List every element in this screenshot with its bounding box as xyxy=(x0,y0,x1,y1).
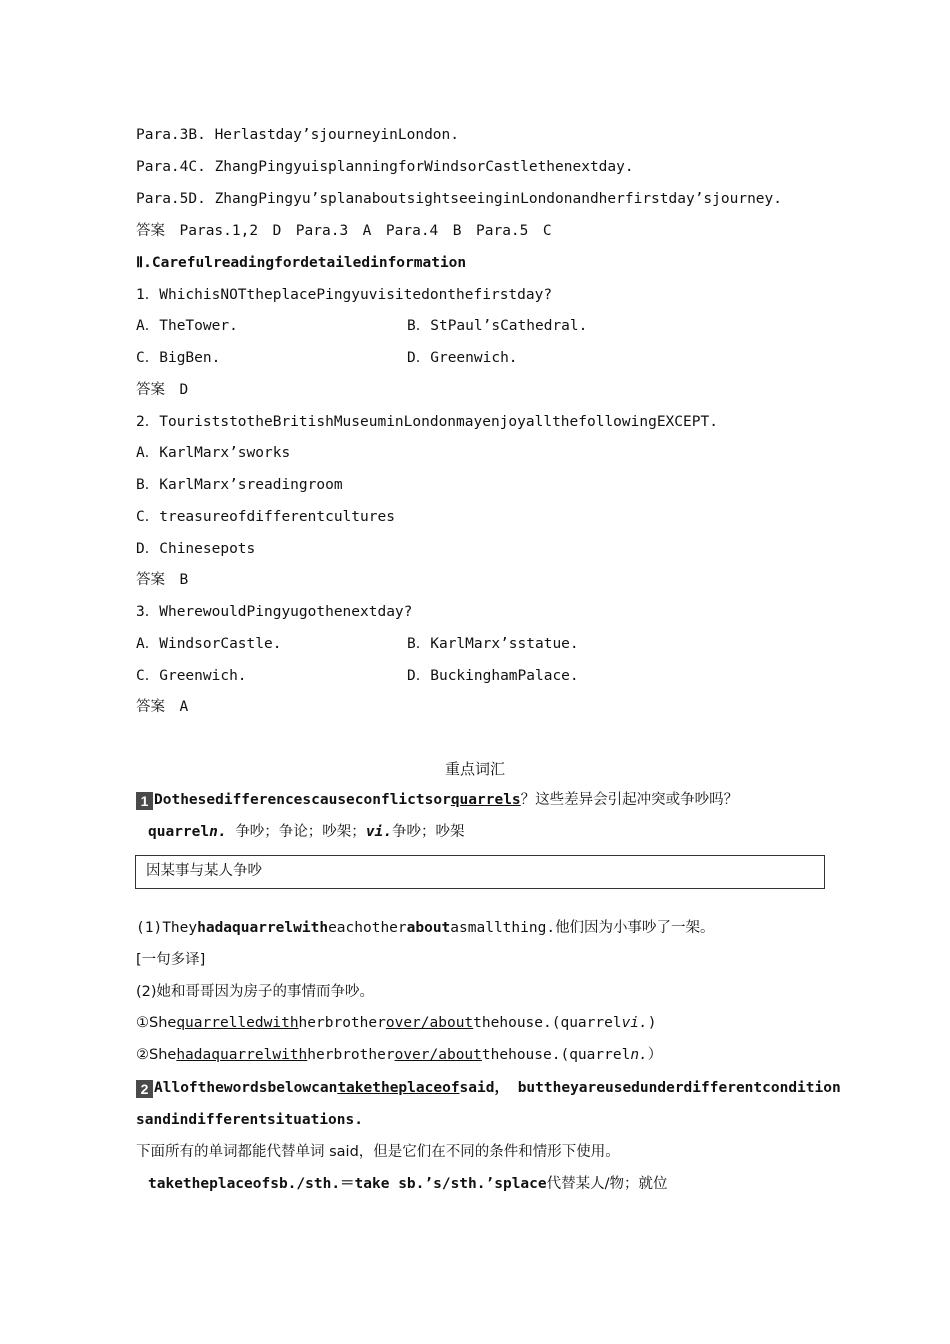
section-heading: Ⅱ.Carefulreadingfordetailedinformation xyxy=(136,255,467,271)
pos-verb: vi. xyxy=(365,824,393,840)
item-number-badge: 1 xyxy=(136,792,153,810)
option-b: B．KarlMarx’sstatue. xyxy=(407,636,579,652)
option-d: D．Chinesepots xyxy=(136,541,256,557)
headword: quarrel xyxy=(148,824,210,840)
phrase-box-text: 因某事与某人争吵 xyxy=(146,863,262,879)
phrase-definition xyxy=(148,1174,668,1194)
option-c: C．treasureofdifferentcultures xyxy=(136,509,395,525)
answer-blank: over/about xyxy=(394,1047,482,1063)
translation-text: herbrother xyxy=(307,1047,395,1063)
option-d: D．Greenwich. xyxy=(407,350,518,366)
translation-text: thehouse.(quarrel xyxy=(481,1047,631,1063)
option-line: Para.5D. ZhangPingyu’splanaboutsightseeinginLondonandherfirstday’sjourney. xyxy=(136,191,783,207)
option-c: C．BigBen. xyxy=(136,350,221,366)
word-definition xyxy=(148,822,465,842)
example-text: (1)They xyxy=(136,920,198,936)
answer-label: 答案 xyxy=(136,572,165,588)
answer-line xyxy=(136,697,188,717)
pos-noun: n. xyxy=(209,824,227,840)
option-line: Para.4C. ZhangPingyuisplanningforWindsorCastlethenextday. xyxy=(136,159,634,175)
keyword: quarrels xyxy=(450,792,521,808)
answer-line xyxy=(136,380,188,400)
translation-text: thehouse.(quarrel xyxy=(473,1015,622,1031)
multi-translation-label: [一句多译] xyxy=(136,952,206,968)
example-phrase: hadaquarrelwith xyxy=(197,920,329,936)
sentence-text: Dothesedifferencescauseconflictsor xyxy=(154,792,451,808)
answer-value: D xyxy=(179,382,189,398)
meaning-verb: 争吵；吵架 xyxy=(392,824,465,840)
translation-text: ) xyxy=(647,1015,657,1031)
example-translation: 他们因为小事吵了一架。 xyxy=(555,920,715,936)
option-b: B．StPaul’sCathedral. xyxy=(407,318,588,334)
phrase-meaning: 代替某人/物；就位 xyxy=(546,1176,668,1192)
answer-value: B xyxy=(179,572,189,588)
answer-line xyxy=(136,221,552,241)
meaning-noun: 争吵；争论；吵架； xyxy=(235,824,366,840)
translation-text: ） xyxy=(647,1047,663,1063)
option-a: A．WindsorCastle. xyxy=(136,636,282,652)
vocab-sentence-2-translation: 下面所有的单词都能代替单词 said，但是它们在不同的条件和情形下使用。 xyxy=(136,1144,620,1160)
translation-text: herbrother xyxy=(298,1015,386,1031)
vocab-sentence-2-cont: sandindifferentsituations. xyxy=(136,1112,363,1128)
pos-label: vi. xyxy=(621,1015,648,1031)
option-a: A．TheTower. xyxy=(136,318,238,334)
pos-label: n. xyxy=(630,1047,648,1063)
translation-1 xyxy=(136,1013,657,1033)
answer-label: 答案 xyxy=(136,382,165,398)
translation-2 xyxy=(136,1045,662,1065)
vocab-title: 重点词汇 xyxy=(444,760,505,778)
question-stem: 1．WhichisNOTtheplacePingyuvisitedonthefirstday? xyxy=(136,287,553,303)
phrase-box xyxy=(135,855,825,889)
example-text: asmallthing. xyxy=(450,920,556,936)
sentence-translation: ？这些差异会引起冲突或争吵吗？ xyxy=(520,792,739,808)
answer-line xyxy=(136,570,188,590)
option-d: D．BuckinghamPalace. xyxy=(407,668,579,684)
vocab-sentence-2 xyxy=(136,1078,841,1098)
translation-text: ②She xyxy=(136,1047,177,1063)
option-line: Para.3B. Herlastday’sjourneyinLondon. xyxy=(136,127,460,143)
answer-label: 答案 xyxy=(136,699,165,715)
sentence-text: Allofthewordsbelowcan xyxy=(154,1080,338,1096)
question-stem: 2．TouriststotheBritishMuseuminLondonmayenjoyallthefollowingEXCEPT. xyxy=(136,414,718,430)
item-number-badge: 2 xyxy=(136,1080,153,1098)
option-c: C．Greenwich. xyxy=(136,668,247,684)
option-b: B．KarlMarx’sreadingroom xyxy=(136,477,343,493)
example-1 xyxy=(136,918,715,938)
vocab-sentence-1 xyxy=(136,790,738,810)
example-2-prompt: (2)她和哥哥因为房子的事情而争吵。 xyxy=(136,984,375,1000)
translation-text: ①She xyxy=(136,1015,177,1031)
answer-value: Paras.1,2 D Para.3 A Para.4 B Para.5 C xyxy=(179,223,552,239)
keyword: taketheplaceof xyxy=(337,1080,460,1096)
answer-blank: over/about xyxy=(385,1015,474,1031)
answer-value: A xyxy=(179,699,189,715)
answer-label: 答案 xyxy=(136,223,165,239)
answer-blank: hadaquarrelwith xyxy=(176,1047,308,1063)
example-text: eachother xyxy=(328,920,407,936)
sentence-text: said， buttheyareusedunderdifferentcondition xyxy=(459,1080,841,1096)
question-stem: 3．WherewouldPingyugothenextday? xyxy=(136,604,413,620)
answer-blank: quarrelledwith xyxy=(176,1015,299,1031)
example-phrase: about xyxy=(406,920,451,936)
option-a: A．KarlMarx’sworks xyxy=(136,445,291,461)
phrase-text: taketheplaceofsb./sth.＝take sb.’s/sth.’splace xyxy=(148,1176,547,1192)
